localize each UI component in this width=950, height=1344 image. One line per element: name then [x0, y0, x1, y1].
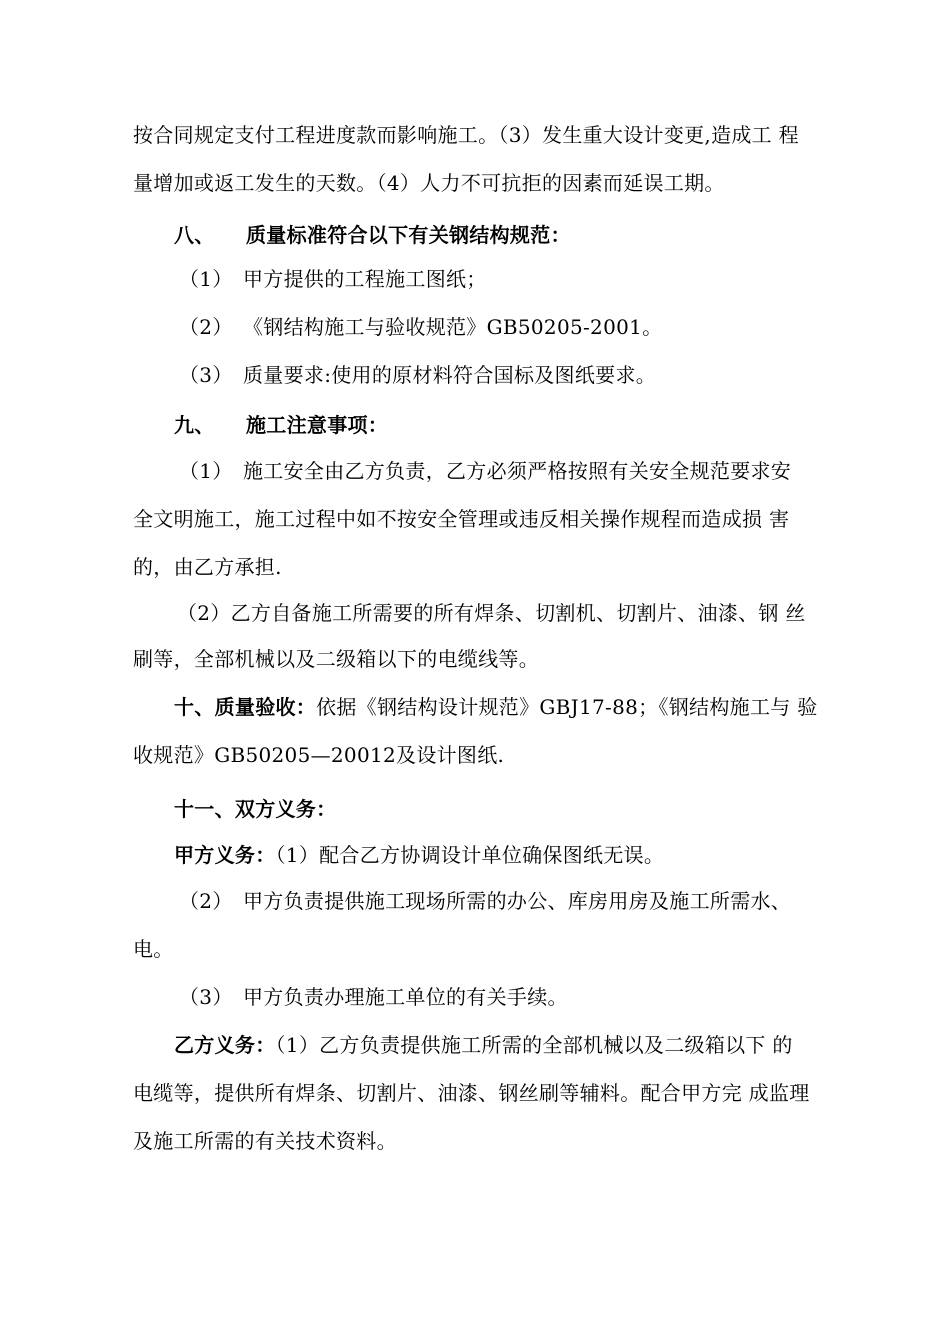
paragraph-line: 及施工所需的有关技术资料。 — [133, 1129, 397, 1153]
item-text: 甲方负责办理施工单位的有关手续。 — [243, 985, 568, 1009]
item-text: 施工安全由乙方负责，乙方必须严格按照有关安全规范要求安 — [243, 459, 792, 483]
list-item — [179, 313, 662, 341]
section-9-heading — [174, 411, 388, 439]
paragraph-text: 依据《钢结构设计规范》GBJ17-88；《钢结构施工与 验 — [316, 695, 818, 719]
party-a-paragraph — [174, 841, 664, 869]
list-item — [179, 983, 568, 1011]
section-11-heading: 十一、双方义务： — [174, 797, 337, 821]
list-item — [179, 457, 791, 485]
paragraph-line: 量增加或返工发生的天数。（4）人力不可抗拒的因素而延误工期。 — [133, 171, 725, 195]
section-title: 施工注意事项： — [246, 413, 389, 437]
item-number: （1） — [179, 459, 233, 483]
party-b-paragraph — [174, 1031, 793, 1059]
paragraph-line: （2）乙方自备施工所需要的所有焊条、切割机、切割片、油漆、钢 丝 — [177, 601, 806, 625]
item-number: （1） — [179, 267, 233, 291]
section-number: 九、 — [174, 413, 215, 437]
section-8-heading — [174, 221, 571, 249]
paragraph-line: 电缆等，提供所有焊条、切割片、油漆、钢丝刷等辅料。配合甲方完 成监理 — [133, 1081, 810, 1105]
item-number: （2） — [179, 889, 233, 913]
item-text: 甲方负责提供施工现场所需的办公、库房用房及施工所需水、 — [243, 889, 792, 913]
paragraph-line: 刷等，全部机械以及二级箱以下的电缆线等。 — [133, 647, 539, 671]
item-text: 甲方提供的工程施工图纸； — [243, 267, 487, 291]
item-number: （3） — [179, 363, 233, 387]
party-a-label: 甲方义务： — [174, 843, 276, 867]
paragraph-line: 全文明施工，施工过程中如不按安全管理或违反相关操作规程而造成损 害 — [133, 507, 790, 531]
list-item — [179, 887, 791, 915]
section-title: 十、质量验收： — [174, 695, 317, 719]
paragraph-line: 按合同规定支付工程进度款而影响施工。（3）发生重大设计变更,造成工 程 — [133, 123, 799, 147]
paragraph-line: 电。 — [133, 937, 174, 961]
party-b-label: 乙方义务： — [174, 1033, 276, 1057]
list-item — [179, 361, 656, 389]
paragraph-text: （1）配合乙方协调设计单位确保图纸无误。 — [275, 843, 665, 867]
section-title: 质量标准符合以下有关钢结构规范： — [246, 223, 571, 247]
list-item — [179, 265, 487, 293]
section-number: 八、 — [174, 223, 215, 247]
paragraph-line: 收规范》GB50205—20012及设计图纸. — [133, 743, 505, 767]
section-10-paragraph — [174, 693, 818, 721]
item-number: （2） — [179, 315, 233, 339]
paragraph-text: （1）乙方负责提供施工所需的全部机械以及二级箱以下 的 — [275, 1033, 793, 1057]
paragraph-line: 的，由乙方承担. — [133, 555, 282, 579]
item-text: 《钢结构施工与验收规范》GB50205-2001。 — [243, 315, 663, 339]
item-text: 质量要求:使用的原材料符合国标及图纸要求。 — [243, 363, 657, 387]
item-number: （3） — [179, 985, 233, 1009]
